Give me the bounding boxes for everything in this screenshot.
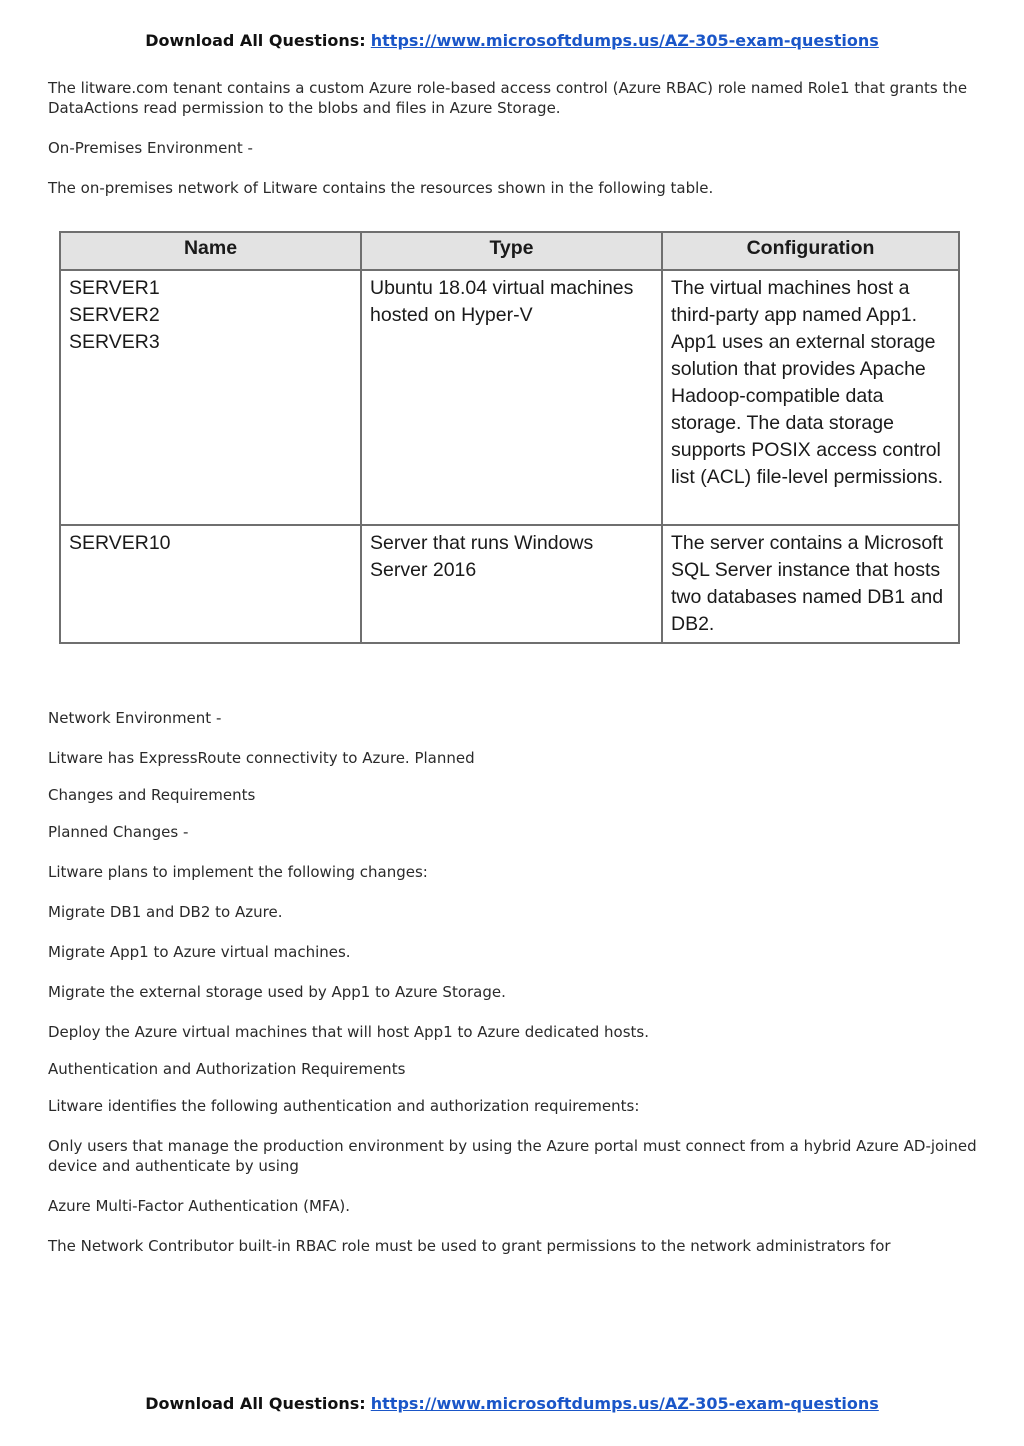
cell-name: SERVER10 [60,525,361,643]
paragraph-table-intro: The on-premises network of Litware contains the resources shown in the following table. [48,179,714,197]
paragraph-auth-intro: Litware identifies the following authentication and authorization requirements: [48,1097,640,1115]
paragraph-hybrid-device: Only users that manage the production environment by using the Azure portal must connect from a hybrid Azure AD-joined device and authenticate by using [48,1137,977,1175]
cell-type: Server that runs Windows Server 2016 [361,525,662,643]
table-row [60,525,959,643]
paragraph-mfa: Azure Multi-Factor Authentication (MFA). [48,1197,351,1215]
resources-table [59,231,960,644]
header-configuration: Configuration [662,232,959,270]
list-item: Migrate the external storage used by App1 to Azure Storage. [48,983,506,1001]
download-banner-bottom [0,1394,1024,1413]
header-type: Type [361,232,662,270]
heading-network-environment: Network Environment - [48,709,222,727]
paragraph-planned-intro: Litware plans to implement the following changes: [48,863,428,881]
heading-planned-changes: Planned Changes - [48,823,189,841]
cell-type: Ubuntu 18.04 virtual machines hosted on Hyper-V [361,270,662,525]
download-label: Download All Questions: [145,31,366,50]
list-item: Migrate DB1 and DB2 to Azure. [48,903,283,921]
table-header-row [60,232,959,270]
table-row [60,270,959,525]
download-label: Download All Questions: [145,1394,366,1413]
cell-configuration: The virtual machines host a third-party app named App1. App1 uses an external storage solution that provides Apache Hadoop-compatible data storage. The data storage supports POSIX access control list (ACL) file-level permissions. [662,270,959,525]
download-banner-top [0,31,1024,50]
paragraph-role1: The litware.com tenant contains a custom Azure role-based access control (Azure RBAC) role named Role1 that grants the DataActions read permission to the blobs and files in Azure Storage. [48,79,968,117]
download-link[interactable]: https://www.microsoftdumps.us/AZ-305-exam-questions [370,1394,879,1413]
cell-name: SERVER1 SERVER2 SERVER3 [60,270,361,525]
heading-auth-requirements: Authentication and Authorization Requirements [48,1060,406,1078]
heading-on-premises: On-Premises Environment - [48,139,253,157]
list-item: Migrate App1 to Azure virtual machines. [48,943,351,961]
header-name: Name [60,232,361,270]
paragraph-network-contributor: The Network Contributor built-in RBAC role must be used to grant permissions to the network administrators for [48,1237,891,1255]
paragraph-expressroute: Litware has ExpressRoute connectivity to Azure. Planned [48,749,475,767]
cell-configuration: The server contains a Microsoft SQL Server instance that hosts two databases named DB1 and DB2. [662,525,959,643]
list-item: Deploy the Azure virtual machines that will host App1 to Azure dedicated hosts. [48,1023,649,1041]
heading-changes-requirements: Changes and Requirements [48,786,256,804]
download-link[interactable]: https://www.microsoftdumps.us/AZ-305-exam-questions [370,31,879,50]
